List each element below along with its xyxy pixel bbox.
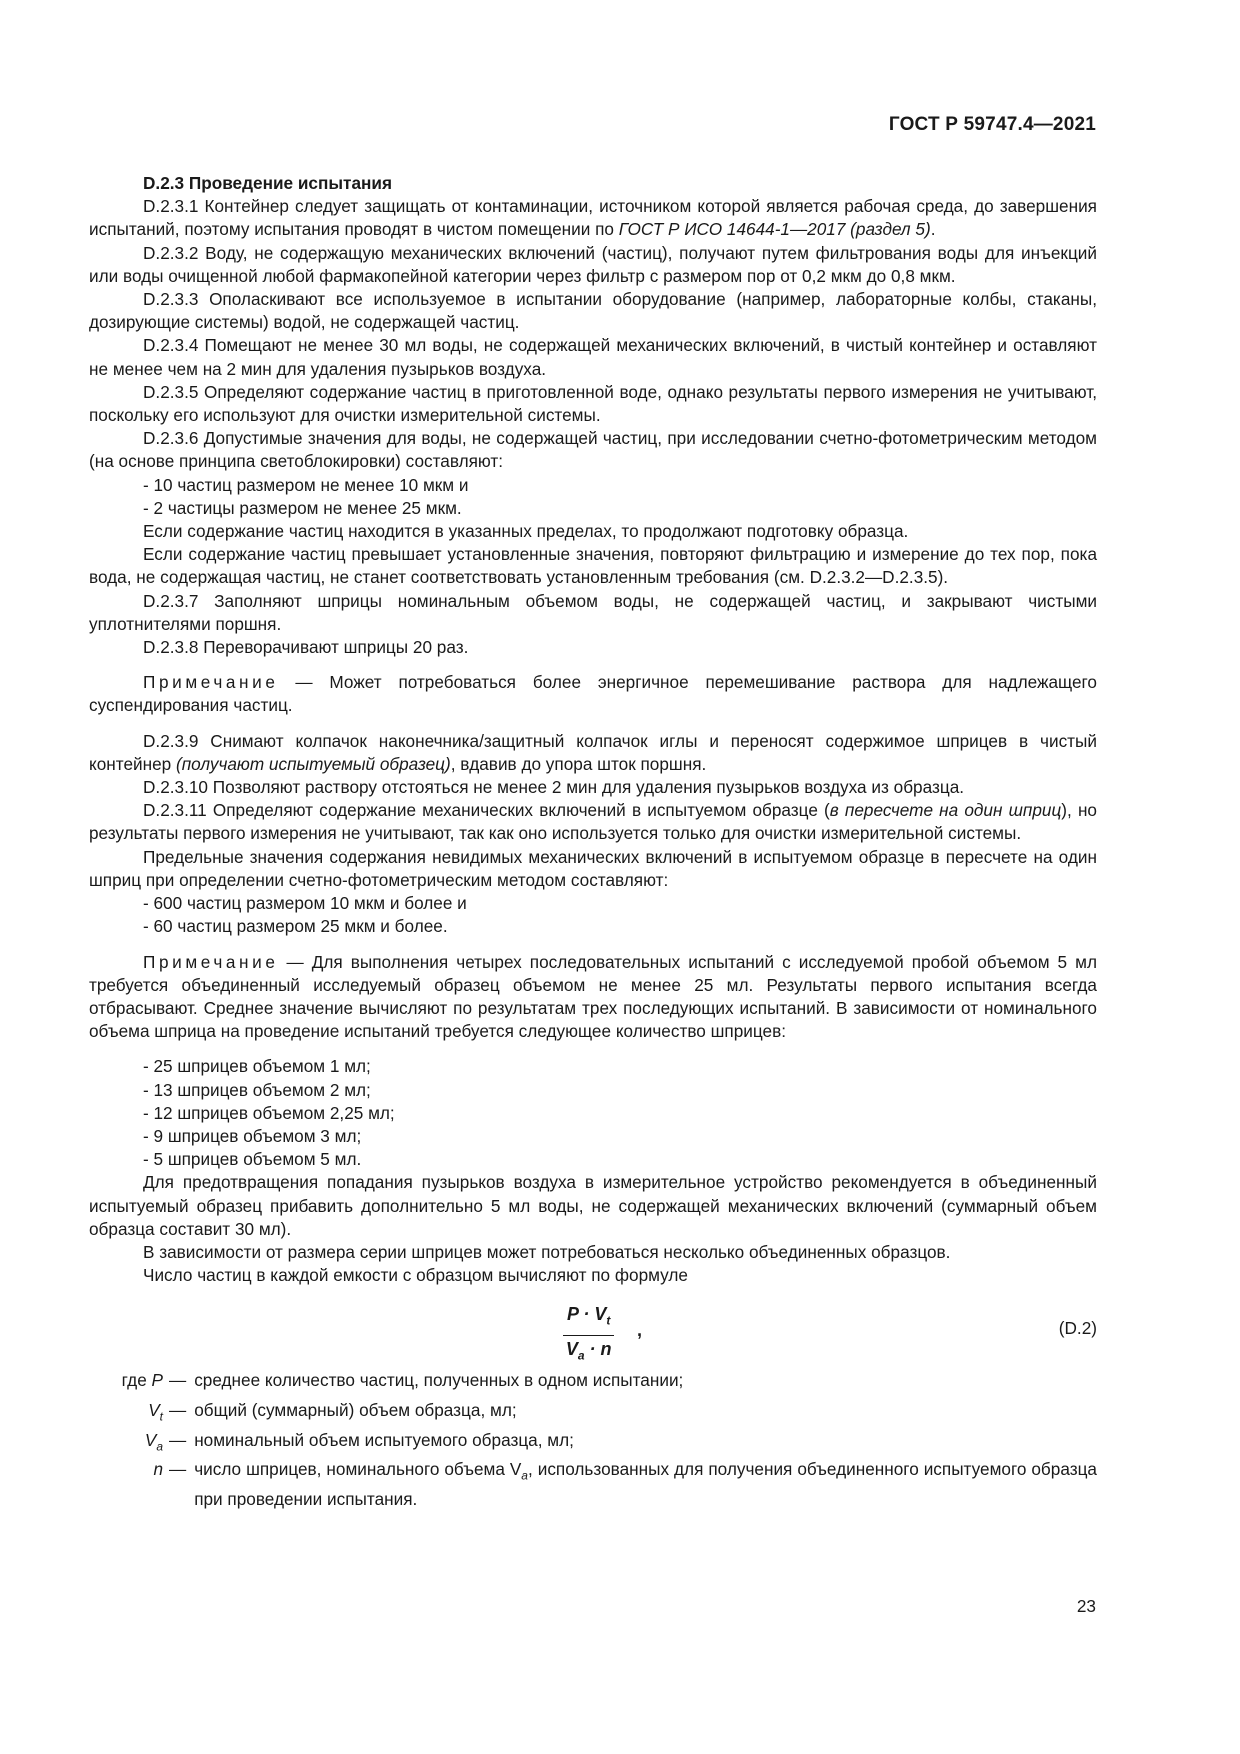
list-item: - 2 частицы размером не менее 25 мкм. <box>143 497 462 518</box>
paragraph-air-bubbles: Для предотвращения попадания пузырьков воздуха в измерительное устройство рекомендуется в объединенный испытуемый образец прибавить дополнительно 5 мл воды, не содержащей механических включений (суммарный объем образца составит 30 мл). <box>89 1172 1097 1239</box>
definition-row: n — число шприцев, номинального объема $V_a$, использованных для получения объединенного испытуемого образца при проведении испытания. <box>153 1459 1097 1509</box>
paragraph-d2-3-11: D.2.3.11 Определяют содержание механических включений в испытуемом образце (в пересчете на один шприц), но результаты первого измерения не учитывают, так как оно используется только для очистки измерительной системы. <box>89 800 1097 844</box>
variable-definitions <box>89 1369 1097 1511</box>
definition-row: где P — среднее количество частиц, полученных в одном испытании; <box>121 1370 684 1391</box>
formula-d2 <box>89 1299 1097 1361</box>
document-code-header: ГОСТ Р 59747.4—2021 <box>888 114 1096 135</box>
list-item: - 5 шприцев объемом 5 мл. <box>143 1149 362 1170</box>
list-item: - 9 шприцев объемом 3 мл; <box>143 1125 362 1146</box>
paragraph-d2-3-2: D.2.3.2 Воду, не содержащую механических включений (частиц), получают путем фильтрования воды для инъекций или воды очищенной любой фармакопейной категории через фильтр с размером пор от 0,2 мкм до 0,8 мкм. <box>89 242 1097 286</box>
definition-row: $V_t$ — общий (суммарный) объем образца, мл; <box>148 1399 517 1424</box>
note-1: Примечание — Может потребоваться более энергичное перемешивание раствора для надлежащего суспендирования частиц. <box>89 672 1097 716</box>
note-label: Примечание <box>143 672 279 693</box>
paragraph-d2-3-9: D.2.3.9 Снимают колпачок наконечника/защитный колпачок иглы и переносят содержимое шприцев в чистый контейнер (получают испытуемый образец), вдавив до упора шток поршня. <box>89 730 1097 774</box>
formula-comma: , <box>637 1320 643 1341</box>
definition-row: $V_a$ — номинальный объем испытуемого образца, мл; <box>144 1429 574 1454</box>
paragraph-d2-3-5: D.2.3.5 Определяют содержание частиц в приготовленной воде, однако результаты первого измерения не учитывают, поскольку его используют для очистки измерительной системы. <box>89 381 1097 426</box>
note-label: Примечание <box>143 951 279 972</box>
formula-denominator: $V_a \cdot n$ <box>565 1339 612 1363</box>
equation-number: (D.2) <box>1058 1318 1097 1339</box>
list-item: - 12 шприцев объемом 2,25 мл; <box>143 1102 395 1123</box>
list-item: - 60 частиц размером 25 мкм и более. <box>143 916 448 937</box>
list-item: - 25 шприцев объемом 1 мл; <box>143 1056 371 1077</box>
paragraph-exceeds-limits: Если содержание частиц превышает установленные значения, повторяют фильтрацию и измерение до тех пор, пока вода, не содержащая частиц, не станет соответствовать установленным требования (см. D.2.3.2—D.2.3.5). <box>89 544 1097 588</box>
paragraph-d2-3-1: D.2.3.1 Контейнер следует защищать от контаминации, источником которой является рабочая среда, до завершения испытаний, поэтому испытания проводят в чистом помещении по ГОСТ Р ИСО 14644-1—2017 (раздел 5). <box>89 196 1097 240</box>
paragraph-d2-3-7: D.2.3.7 Заполняют шприцы номинальным объемом воды, не содержащей частиц, и закрывают чистыми уплотнителями поршня. <box>89 590 1097 634</box>
formula-fraction <box>563 1303 614 1368</box>
paragraph-d2-3-6: D.2.3.6 Допустимые значения для воды, не содержащей частиц, при исследовании счетно-фотометрическим методом (на основе принципа светоблокировки) составляют: <box>89 428 1097 472</box>
document-body <box>89 172 1097 1511</box>
paragraph-d2-3-10: D.2.3.10 Позволяют раствору отстояться не менее 2 мин для удаления пузырьков воздуха из образца. <box>143 777 965 798</box>
list-item: - 600 частиц размером 10 мкм и более и <box>143 893 467 914</box>
paragraph-d2-3-8: D.2.3.8 Переворачивают шприцы 20 раз. <box>143 637 469 658</box>
paragraph-d2-3-3: D.2.3.3 Ополаскивают все используемое в испытании оборудование (например, лабораторные колбы, стаканы, дозирующие системы) водой, не содержащей частиц. <box>89 289 1097 333</box>
note-2: Примечание — Для выполнения четырех последовательных испытаний с исследуемой пробой объемом 5 мл требуется объединенный исследуемый образец объемом не менее 25 мл. Результаты первого испытания всегда отбрасывают. Среднее значение вычисляют по результатам трех последующих испытаний. В зависимости от номинального объема шприца на проведение испытаний требуется следующее количество шприцев: <box>89 951 1097 1042</box>
paragraph-d2-3-4: D.2.3.4 Помещают не менее 30 мл воды, не содержащей механических включений, в чистый контейнер и оставляют не менее чем на 2 мин для удаления пузырьков воздуха. <box>89 335 1097 379</box>
paragraph-batch-size: В зависимости от размера серии шприцев может потребоваться несколько объединенных образцов. <box>143 1241 951 1262</box>
list-item: - 13 шприцев объемом 2 мл; <box>143 1079 371 1100</box>
paragraph-limit-values: Предельные значения содержания невидимых механических включений в испытуемом образце в пересчете на один шприц при определении счетно-фотометрическим методом составляют: <box>89 846 1097 890</box>
formula-numerator: $P \cdot V_t$ <box>563 1303 614 1336</box>
page-number: 23 <box>1076 1596 1096 1616</box>
paragraph-within-limits: Если содержание частиц находится в указанных пределах, то продолжают подготовку образца. <box>143 521 909 542</box>
standard-reference: ГОСТ Р ИСО 14644-1—2017 (раздел 5) <box>618 219 931 240</box>
list-item: - 10 частиц размером не менее 10 мкм и <box>143 474 469 495</box>
paragraph-formula-intro: Число частиц в каждой емкости с образцом вычисляют по формуле <box>143 1265 688 1286</box>
section-title: D.2.3 Проведение испытания <box>143 173 392 193</box>
